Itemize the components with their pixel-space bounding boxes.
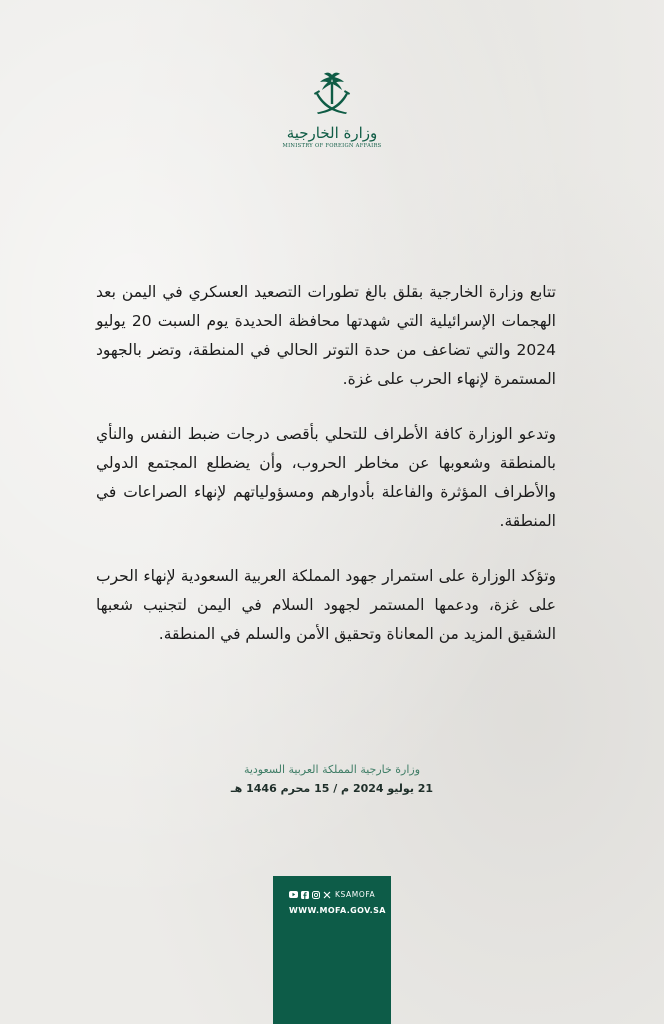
palm-and-swords-emblem-icon bbox=[310, 72, 354, 122]
logo-arabic-name: وزارة الخارجية bbox=[286, 124, 378, 142]
youtube-icon[interactable] bbox=[289, 890, 298, 899]
signature-block bbox=[200, 762, 464, 798]
statement-paragraph-3: وتؤكد الوزارة على استمرار جهود المملكة العربية السعودية لإنهاء الحرب على غزة، ودعمها المستمر لجهود السلام في اليمن لتجنيب شعبها الشقيق المزيد من المعاناة وتحقيق الأمن والسلم في المنطقة. bbox=[96, 567, 556, 643]
x-icon[interactable] bbox=[322, 890, 331, 899]
signature-date: 21 يوليو 2024 م / 15 محرم 1446 هـ bbox=[230, 782, 434, 795]
logo-english-name: MINISTRY OF FOREIGN AFFAIRS bbox=[282, 143, 382, 149]
ministry-logo bbox=[282, 72, 382, 168]
instagram-icon[interactable] bbox=[311, 890, 320, 899]
website-link[interactable]: WWW.MOFA.GOV.SA bbox=[289, 906, 386, 915]
statement-body bbox=[96, 278, 556, 675]
signature-organization: وزارة خارجية المملكة العربية السعودية bbox=[243, 763, 421, 776]
social-handle[interactable]: KSAMOFA bbox=[335, 890, 376, 899]
statement-paragraph-1: تتابع وزارة الخارجية بقلق بالغ تطورات التصعيد العسكري في اليمن بعد الهجمات الإسرائيلية التي شهدتها محافظة الحديدة يوم السبت 20 يوليو 2024 والتي تضاعف من حدة التوتر الحالي في المنطقة، وتضر بالجهود المستمرة لإنهاء الحرب على غزة. bbox=[96, 283, 556, 388]
footer-panel bbox=[273, 876, 391, 1024]
statement-paragraph-2: وتدعو الوزارة كافة الأطراف للتحلي بأقصى درجات ضبط النفس والنأي بالمنطقة وشعوبها عن مخاطر الحروب، وأن يضطلع المجتمع الدولي والأطراف المؤثرة والفاعلة بأدوارهم ومسؤولياتهم لإنهاء الصراعات في المنطقة. bbox=[96, 425, 556, 530]
facebook-icon[interactable] bbox=[300, 890, 309, 899]
social-row bbox=[289, 890, 375, 899]
